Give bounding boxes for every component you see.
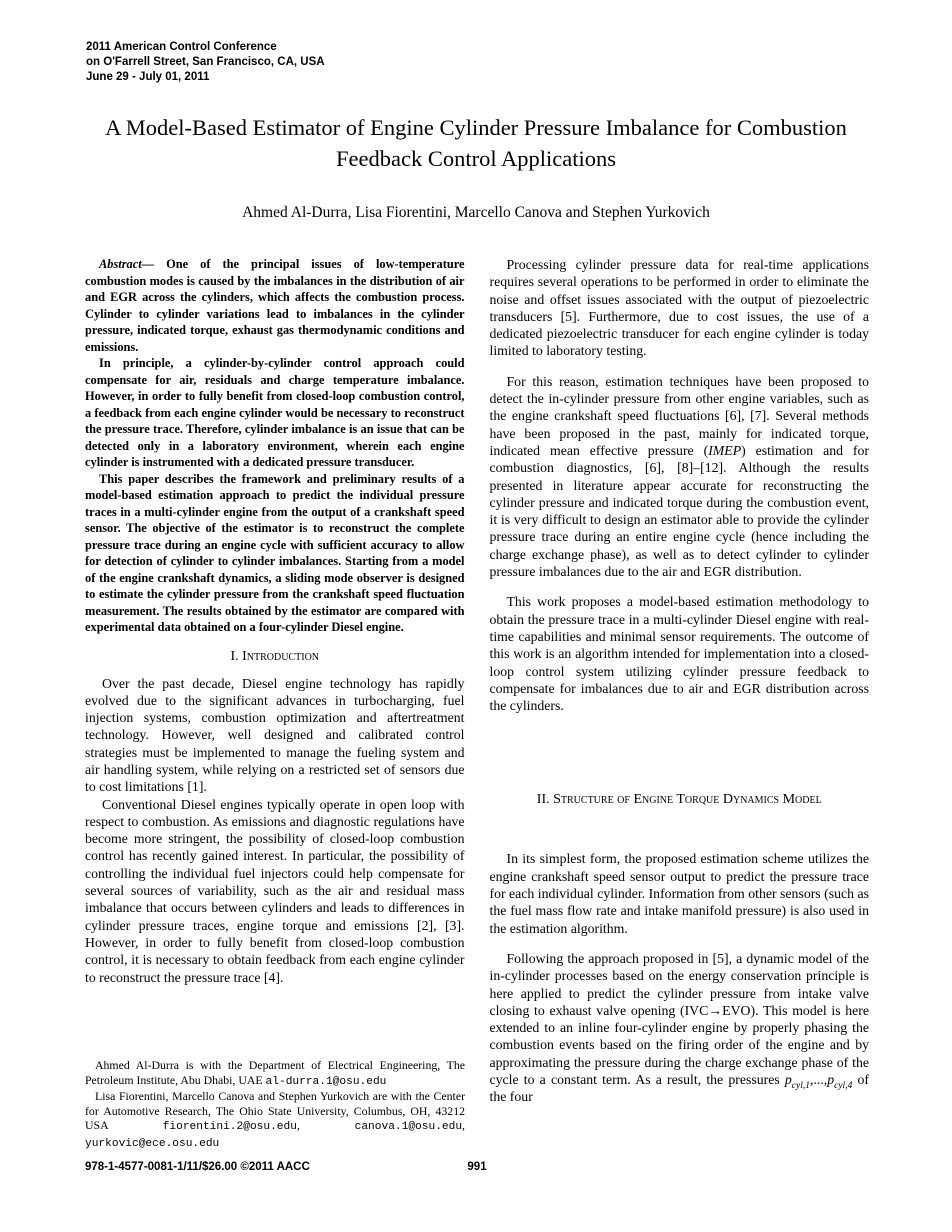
abstract-text-1: One of the principal issues of low-temperature combustion modes is caused by the imbalances in the distribution of air and EGR across the cylinders, which affects the combustion process. Cylinder to cylinder variations lead to imbalances in the cylinder pressure, indicated torque, exhaust gas thermodynamic conditions and emissions.: [85, 257, 465, 354]
section-1-heading: I. Introduction: [230, 648, 320, 664]
imep-term: IMEP: [708, 442, 742, 458]
paper-title: A Model-Based Estimator of Engine Cylinder Pressure Imbalance for Combustion Feedback Control Applications: [105, 115, 847, 171]
section-2-paragraph-1: In its simplest form, the proposed estimation scheme utilizes the engine crankshaft speed sensor output to predict the pressure trace for each individual cylinder. Information from other sensors (such as the fuel mass flow rate and intake manifold pressure) is also used in the estimation algorithm.: [489, 851, 869, 936]
left-column: [85, 256, 465, 1106]
footnote-email-1: al-durra.1@osu.edu: [265, 1075, 387, 1088]
page-footer: [85, 1161, 869, 1177]
intro-paragraph-3: Processing cylinder pressure data for real-time applications requires several operations to be performed in order to eliminate the noise and offset issues associated with the output of piezoelectric transducers [5]. Furthermore, due to cost issues, the use of a dedicated piezoelectric transducer for each engine cylinder is today limited to laboratory testing.: [489, 257, 869, 359]
abstract-paragraph-2: In principle, a cylinder-by-cylinder control approach could compensate for air, residuals and charge temperature imbalance. However, in order to fully benefit from closed-loop combustion control, a feedback from each engine cylinder would be necessary to reconstruct the pressure trace. Therefore, cylinder imbalance is an issue that can be detected only in a laboratory environment, wherein each engine cylinder is instrumented with a dedicated pressure transducer.: [85, 356, 465, 469]
intro-paragraph-4-text-cont: ) estimation and for combustion diagnostics, [6], [8]–[12]. Although the results presented in literature appear accurate for reconstructing the cylinder pressure and indicated torque during the combustion event, it is very difficult to design an estimator able to provide the cylinder pressure trace during an entire engine cycle (hence including the charge exchange phase), as well as to detect cylinder to cylinder pressure imbalances due to the air and EGR distribution.: [489, 442, 869, 580]
conference-header: [86, 40, 325, 85]
pressure-subscript-2: cyl,4: [834, 1080, 853, 1091]
footnote-affiliation-1: Ahmed Al-Durra is with the Department of Electrical Engineering, The Petroleum Institute, Abu Dhabi, UAE: [85, 1058, 465, 1087]
footnote-line-2: [85, 1089, 465, 1151]
author-footnote: [85, 1058, 465, 1152]
conference-name: 2011 American Control Conference: [86, 41, 277, 53]
abstract-paragraph-1: [85, 256, 465, 355]
section-2-paragraph-2-text-cont: of the four: [489, 1071, 869, 1105]
copyright-notice: 978-1-4577-0081-1/11/$26.00 ©2011 AACC: [85, 1161, 310, 1173]
abstract-paragraph-3: This paper describes the framework and preliminary results of a model-based estimation approach to predict the individual pressure traces in a multi-cylinder engine from the output of a crankshaft speed sensor. The objective of the estimator is to reconstruct the complete pressure trace during an engine cycle with sufficient accuracy to allow for detection of cylinder to cylinder imbalances. Starting from a model of the engine crankshaft dynamics, a sliding mode observer is designed to estimate the cylinder pressure from the crankshaft speed fluctuation measurement. The results obtained by the estimator are compared with experimental data obtained on a four-cylinder Diesel engine.: [85, 471, 465, 634]
pressure-symbol-2: p: [827, 1071, 835, 1087]
footnote-email-separator-2: ,: [462, 1118, 465, 1133]
intro-paragraph-4: [490, 373, 870, 581]
abstract-label: Abstract—: [99, 257, 167, 271]
page-number: 991: [467, 1161, 487, 1173]
right-column: [490, 256, 870, 1106]
two-column-body: [85, 256, 869, 1106]
footnote-email-4: yurkovic@ece.osu.edu: [85, 1137, 220, 1150]
intro-paragraph-4-text: For this reason, estimation techniques have been proposed to detect the in-cylinder pressure from other engine variables, such as the engine crankshaft speed fluctuations [6], [7]. Several methods have been proposed in the past, mainly for indicated torque, indicated mean effective pressure (: [489, 373, 869, 458]
footnote-email-2: fiorentini.2@osu.edu: [162, 1121, 297, 1134]
intro-paragraph-5: This work proposes a model-based estimation methodology to obtain the pressure trace in a multi-cylinder Diesel engine with real-time capabilities and minimal sensor requirements. The outcome of this work is an algorithm intended for implementation into a closed-loop control system utilizing cylinder pressure feedback to compensate for imbalances due to air and EGR distribution across the cylinders.: [489, 594, 869, 714]
section-2-heading: II. Structure of Engine Torque Dynamics Model: [536, 792, 822, 808]
footnote-line-1: [85, 1058, 465, 1089]
section-2-paragraph-2-text: Following the approach proposed in [5], a dynamic model of the in-cylinder processes based on the energy conservation principle is here applied to predict the cylinder pressure from intake valve closing to exhaust valve opening (IVC→EVO). This model is here extended to an inline four-cylinder engine by properly phasing the combustion events based on the firing order of the engine and by approximating the pressure during the charge exchange phase of the cycle to a constant term. As a result, the pressures: [489, 950, 869, 1087]
footnote-affiliation-2: Lisa Fiorentini, Marcello Canova and Stephen Yurkovich are with the Center for Automotive Research, The Ohio State University, Columbus, OH, 43212 USA: [85, 1089, 465, 1133]
intro-paragraph-2: Conventional Diesel engines typically operate in open loop with respect to combustion. As emissions and diagnostic regulations have become more stringent, the possibility of closed-loop combustion control has recently gained interest. In particular, the possibility of controlling the individual fuel injectors could help compensate for several sources of variability, such as the air and residual mass imbalance that occurs between cylinders and leads to differences in cylinder pressure traces, engine torque and emissions [2], [3]. However, in order to fully benefit from closed-loop combustion control, it is necessary to obtain feedback from each engine cylinder to reconstruct the pressure trace [4].: [85, 796, 465, 985]
footnote-email-separator-1: ,: [296, 1118, 355, 1133]
math-ellipsis: ,...,: [809, 1071, 828, 1087]
conference-location: on O'Farrell Street, San Francisco, CA, USA: [86, 56, 325, 68]
footnote-email-3: canova.1@osu.edu: [354, 1121, 463, 1134]
pressure-symbol-1: p: [784, 1071, 792, 1087]
intro-paragraph-1: Over the past decade, Diesel engine technology has rapidly evolved due to the significant advances in turbocharging, fuel injection systems, combustion optimization and aftertreatment technology. However, well designed and calibrated control strategies must be implemented to manage the fueling system and air handling system, while relying on a restricted set of sensors due to cost limitations [1].: [85, 675, 465, 795]
conference-dates: June 29 - July 01, 2011: [86, 71, 210, 83]
section-2-paragraph-2: [490, 950, 870, 1106]
pressure-subscript-1: cyl,1: [791, 1080, 810, 1091]
abstract-section: [85, 256, 465, 636]
authors-line: Ahmed Al-Durra, Lisa Fiorentini, Marcello Canova and Stephen Yurkovich: [242, 204, 710, 221]
